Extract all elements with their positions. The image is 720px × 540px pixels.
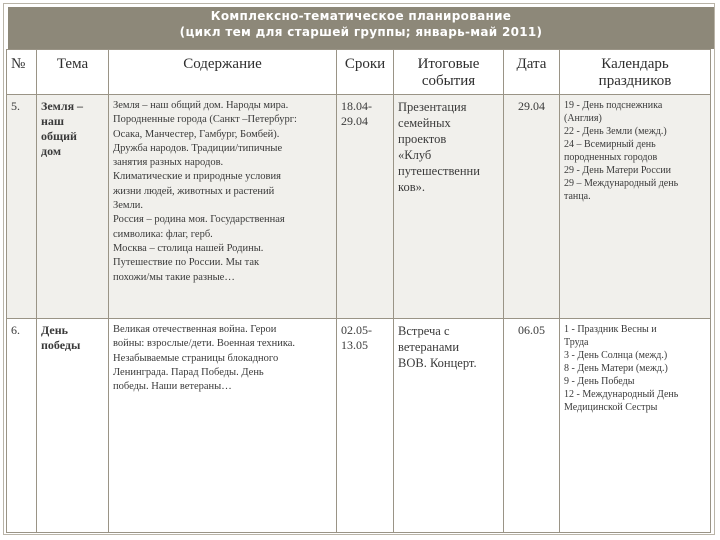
content-line: Россия – родина моя. Государственная [113,214,285,226]
header-calendar-line-1: Календарь [601,56,669,72]
calendar-line: танца. [564,191,591,202]
header-term: Сроки [337,50,394,95]
cell-events [394,319,504,533]
content-line: Ленинграда. Парад Победы. День [113,366,264,378]
cell-calendar [560,319,711,533]
header-num: № [7,50,37,95]
calendar-line: Труда [564,337,589,348]
header-calendar-line-2: праздников [598,73,672,89]
content-line: Незабываемые страницы блокадного [113,352,279,364]
content-line: Земли. [113,200,144,212]
content-line: занятия разных народов. [113,157,224,169]
calendar-line: 22 - День Земли (межд.) [564,126,667,137]
cell-content [109,95,337,319]
header-events [394,50,504,95]
content-line: Москва – столица нашей Родины. [113,242,264,254]
content-line: Земля – наш общий дом. Народы мира. [113,100,289,111]
calendar-line: 24 – Всемирный день [564,139,656,150]
events-line: Презентация [398,100,467,114]
header-row [7,50,711,95]
calendar-line: 29 - День Матери России [564,165,671,176]
events-line: Встреча с [398,324,450,338]
content-line: похожи/мы такие разные… [113,271,235,283]
theme-line: победы [41,338,81,352]
calendar-line: 19 - День подснежника [564,100,663,111]
calendar-line: 12 - Международный День [564,389,679,400]
theme-line: общий [41,129,77,143]
events-line: путешественни [398,164,480,178]
term-line: 02.05- [341,323,372,337]
events-line: ков». [398,180,425,194]
theme-line: Земля – [41,99,84,113]
calendar-line: 3 - День Солнца (межд.) [564,350,668,361]
events-line: ВОВ. Концерт. [398,356,477,370]
theme-line: дом [41,144,62,158]
cell-num: 6. [7,319,37,533]
header-calendar [560,50,711,95]
header-content: Содержание [109,50,337,95]
content-line: Путешествие по России. Мы так [113,257,260,269]
cell-theme [37,319,109,533]
term-line: 13.05 [341,338,368,352]
theme-line: День [41,323,68,337]
term-line: 18.04- [341,99,372,113]
events-line: семейных [398,116,451,130]
content-line: символика: флаг, герб. [113,228,213,240]
events-line: ветеранами [398,340,460,354]
term-line: 29.04 [341,114,368,128]
events-line: проектов [398,132,447,146]
content-line: Климатические и природные условия [113,171,281,183]
title-line-1: Комплексно-тематическое планирование [210,9,512,23]
header-events-line-2: события [421,73,476,89]
content-line: Дружба народов. Традиции/типичные [113,142,283,154]
cell-term [337,95,394,319]
cell-theme [37,95,109,319]
planning-table [6,49,711,533]
cell-date: 29.04 [504,95,560,319]
content-line: войны: взрослые/дети. Военная техника. [113,338,296,350]
header-theme: Тема [37,50,109,95]
events-line: «Клуб [398,148,432,162]
cell-term [337,319,394,533]
title-line-2: (цикл тем для старшей группы; январь-май 2011) [179,25,543,39]
theme-line: наш [41,114,65,128]
content-line: Великая отечественная война. Герои [113,324,277,335]
calendar-line: 8 - День Матери (межд.) [564,363,668,374]
calendar-line: 9 - День Победы [564,376,635,387]
cell-content [109,319,337,533]
table-row [7,95,711,319]
content-line: Породненные города (Санкт –Петербург: [113,114,297,126]
calendar-line: породненных городов [564,152,658,163]
content-line: жизни людей, животных и растений [113,185,275,197]
calendar-line: 1 - Праздник Весны и [564,324,657,335]
cell-date: 06.05 [504,319,560,533]
calendar-line: 29 – Международный день [564,178,679,189]
cell-calendar [560,95,711,319]
slide-title [8,8,714,40]
header-events-line-1: Итоговые [417,56,480,72]
content-line: победы. Наши ветераны… [113,381,232,393]
calendar-line: Медицинской Сестры [564,402,658,413]
content-line: Осака, Манчестер, Гамбург, Бомбей). [113,128,280,140]
cell-num: 5. [7,95,37,319]
calendar-line: (Англия) [564,113,602,124]
cell-events [394,95,504,319]
header-date: Дата [504,50,560,95]
table-row [7,319,711,533]
